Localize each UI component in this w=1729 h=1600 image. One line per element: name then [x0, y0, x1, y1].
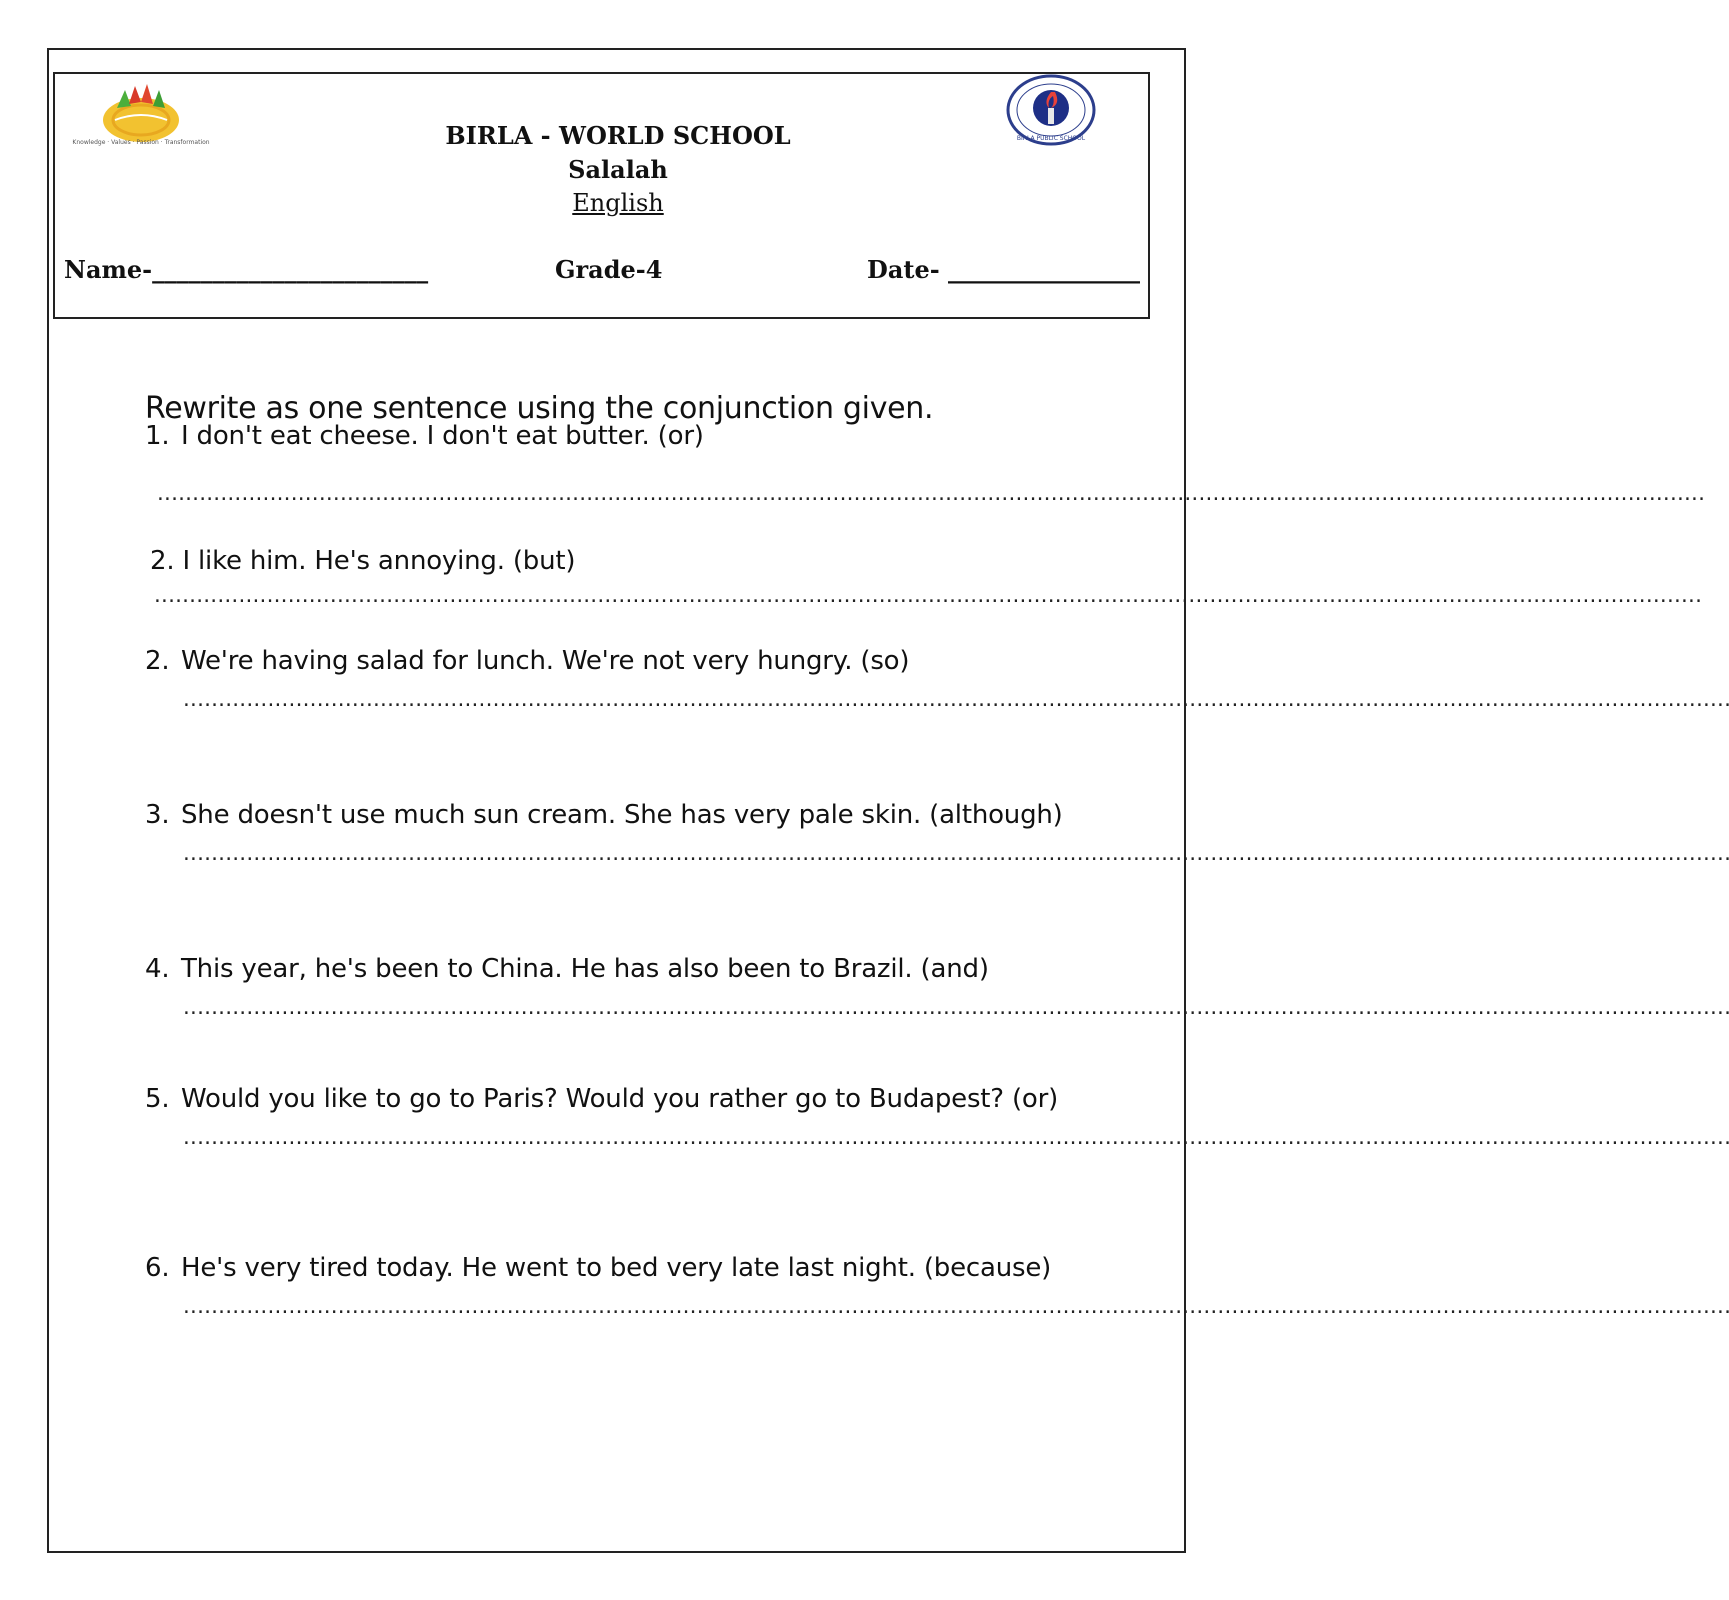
question-item [145, 954, 989, 984]
question-text: She doesn't use much sun cream. She has very pale skin. (although) [181, 800, 1063, 830]
question-item [150, 546, 575, 576]
question-text: I like him. He's annoying. (but) [182, 546, 576, 576]
question-item [145, 800, 1063, 830]
school-name: BIRLA - WORLD SCHOOL [445, 121, 791, 150]
question-number: 6. [145, 1253, 170, 1283]
answer-line[interactable]: ............................................................................................................................................................................................................................ [155, 484, 1704, 505]
subject-title: English [572, 189, 664, 217]
question-text: He's very tired today. He went to bed very late last night. (because) [181, 1253, 1052, 1283]
question-text: This year, he's been to China. He has also been to Brazil. (and) [181, 954, 989, 984]
svg-text:Knowledge · Values · Passion ·: Knowledge · Values · Passion · Transformation [72, 139, 210, 146]
answer-line[interactable]: ............................................................................................................................................................................................................................ [181, 998, 1729, 1019]
question-text: We're having salad for lunch. We're not very hungry. (so) [181, 646, 910, 676]
answer-line[interactable]: ............................................................................................................................................................................................................................ [181, 690, 1729, 711]
question-number: 5. [145, 1084, 170, 1114]
date-field[interactable]: Date- ________________ [867, 255, 1141, 284]
question-number: 1. [145, 421, 170, 451]
question-text: I don't eat cheese. I don't eat butter. (or) [181, 421, 704, 451]
grade-label: Grade-4 [555, 255, 663, 284]
answer-line[interactable]: ............................................................................................................................................................................................................................ [181, 844, 1729, 865]
question-number: 2. [145, 646, 170, 676]
name-field[interactable]: Name-_______________________ [64, 255, 429, 284]
question-item [145, 1253, 1051, 1283]
question-item [145, 646, 909, 676]
instruction-text: Rewrite as one sentence using the conjunction given. [145, 391, 934, 426]
question-text: Would you like to go to Paris? Would you rather go to Budapest? (or) [181, 1084, 1059, 1114]
svg-text:BIRLA PUBLIC SCHOOL: BIRLA PUBLIC SCHOOL [1016, 135, 1086, 142]
question-item [145, 421, 704, 451]
question-item [145, 1084, 1058, 1114]
question-number: 3. [145, 800, 170, 830]
answer-line[interactable]: ............................................................................................................................................................................................................................ [152, 586, 1701, 607]
answer-line[interactable]: ............................................................................................................................................................................................................................ [181, 1297, 1729, 1318]
school-city: Salalah [568, 155, 668, 184]
question-number: 4. [145, 954, 170, 984]
question-number: 2. [150, 546, 175, 576]
answer-line[interactable]: ............................................................................................................................................................................................................................ [181, 1128, 1729, 1149]
